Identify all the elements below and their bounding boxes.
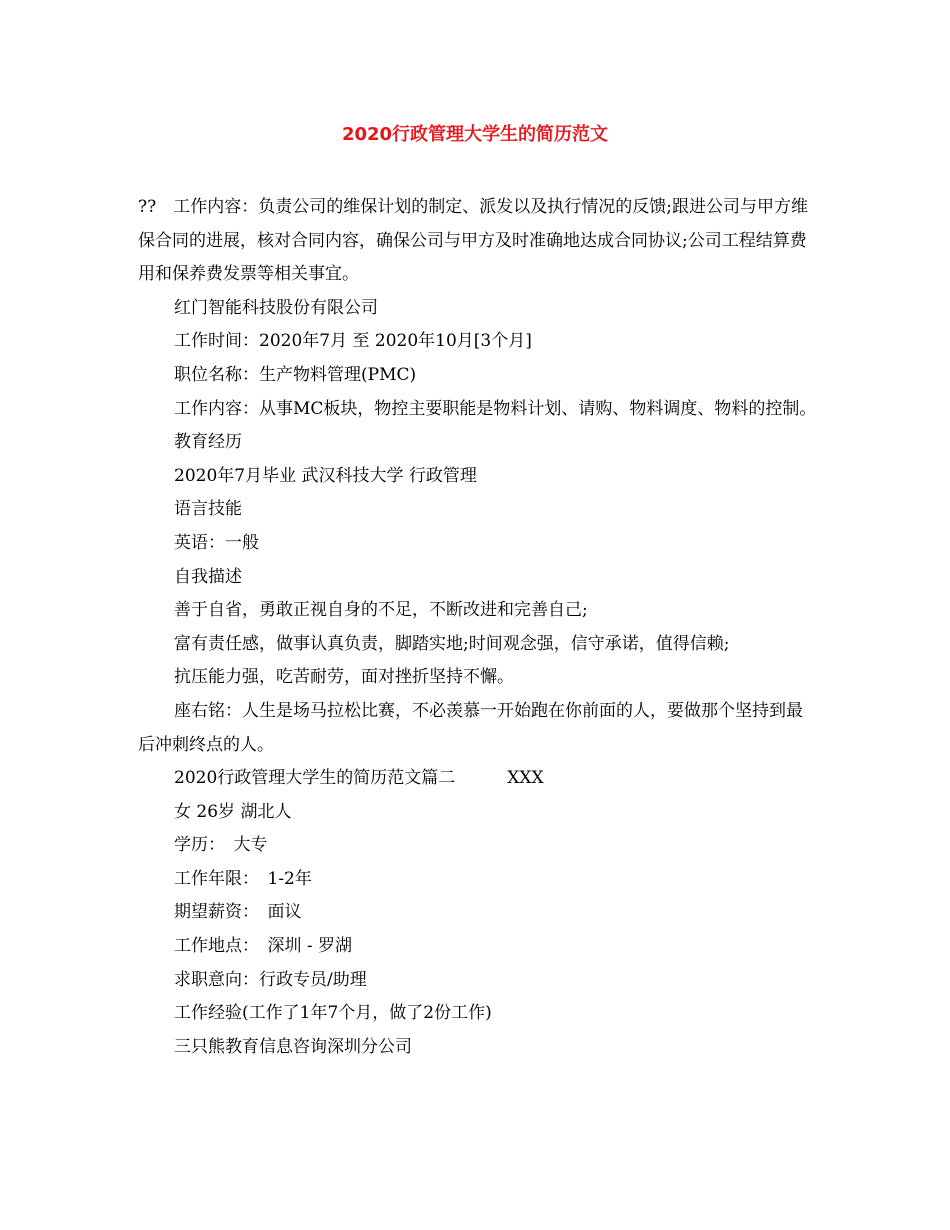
paragraph-self-3: 抗压能力强，吃苦耐劳，面对挫折坚持不懈。 [174, 667, 514, 688]
paragraph-self-1: 善于自省，勇敢正视自身的不足，不断改进和完善自己; [174, 600, 588, 621]
section2-heading-line [138, 762, 818, 796]
paragraph-work-content: 工作内容：从事MC板块，物控主要职能是物料计划、请购、物料调度、物料的控制。 [174, 398, 817, 419]
section2-name: XXX [507, 768, 544, 789]
paragraph-motto: 座右铭：人生是场马拉松比赛，不必羡慕一开始跑在你前面的人，要做那个坚持到最后冲刺终点的人。 [138, 700, 803, 755]
paragraph-education-heading: 教育经历 [174, 432, 242, 453]
paragraph-company: 红门智能科技股份有限公司 [174, 297, 378, 318]
paragraph-self-2: 富有责任感，做事认真负责，脚踏实地;时间观念强，信守承诺，值得信赖; [174, 633, 730, 654]
profile-company: 三只熊教育信息咨询深圳分公司 [174, 1036, 412, 1057]
paragraph-position: 职位名称：生产物料管理(PMC) [174, 364, 417, 385]
profile-expected-salary: 期望薪资： 面议 [174, 902, 302, 923]
paragraph-education: 2020年7月毕业 武汉科技大学 行政管理 [174, 465, 477, 486]
profile-work-experience: 工作经验(工作了1年7个月，做了2份工作) [174, 1003, 492, 1024]
profile-gender-age: 女 26岁 湖北人 [174, 801, 292, 822]
profile-education: 学历： 大专 [174, 835, 268, 856]
document-title: 2020行政管理大学生的简历范文 [341, 124, 609, 145]
paragraph-self-description-heading: 自我描述 [174, 566, 242, 587]
paragraph-language-heading: 语言技能 [174, 499, 242, 520]
document-body [138, 191, 818, 1064]
paragraph-work-duties: ?? 工作内容：负责公司的维保计划的制定、派发以及执行情况的反馈;跟进公司与甲方维保合同的进展，核对合同内容，确保公司与甲方及时准确地达成合同协议;公司工程结算费用和保养费发票等相关事宜。 [138, 197, 808, 285]
section2-heading: 2020行政管理大学生的简历范文篇二 [174, 768, 456, 789]
paragraph-language: 英语：一般 [174, 532, 259, 553]
profile-job-intention: 求职意向：行政专员/助理 [174, 969, 367, 990]
profile-location: 工作地点： 深圳 - 罗湖 [174, 936, 353, 957]
profile-experience-years: 工作年限： 1-2年 [174, 868, 312, 889]
paragraph-work-period: 工作时间：2020年7月 至 2020年10月[3个月] [174, 331, 532, 352]
